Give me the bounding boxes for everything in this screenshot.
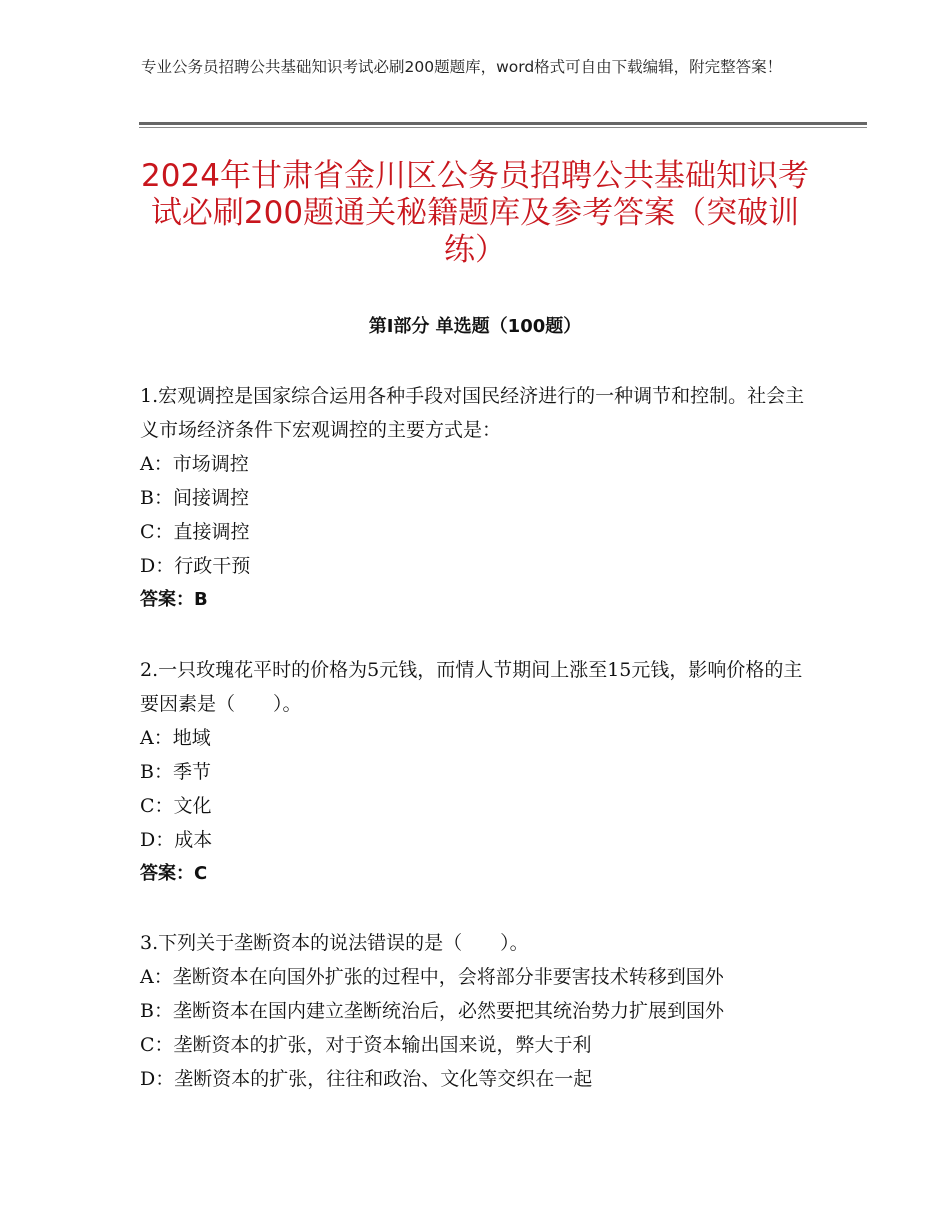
question-stem: 3.下列关于垄断资本的说法错误的是（ ）。 — [140, 932, 529, 954]
question-stem: 2.一只玫瑰花平时的价格为5元钱，而情人节期间上涨至15元钱，影响价格的主要因素是（ ）。 — [140, 659, 803, 715]
question-3 — [140, 926, 810, 1096]
section-heading: 第Ⅰ部分 单选题（100题） — [368, 316, 582, 337]
document-title: 2024年甘肃省金川区公务员招聘公共基础知识考试必刷200题通关秘籍题库及参考答案（突破训练） — [141, 158, 809, 268]
option-c: C：文化 — [140, 795, 212, 817]
option-a: A：市场调控 — [140, 453, 249, 475]
option-b: B：季节 — [140, 761, 211, 783]
answer: 答案：B — [140, 589, 208, 610]
question-1 — [140, 379, 810, 617]
option-d: D：成本 — [140, 829, 213, 851]
option-a: A：地域 — [140, 727, 211, 749]
header-note: 专业公务员招聘公共基础知识考试必刷200题题库，word格式可自由下载编辑，附完整答案！ — [141, 58, 783, 76]
header-divider-thin — [139, 127, 867, 128]
option-b: B：垄断资本在国内建立垄断统治后，必然要把其统治势力扩展到国外 — [140, 1000, 724, 1022]
option-d: D：行政干预 — [140, 555, 251, 577]
option-c: C：垄断资本的扩张，对于资本输出国来说，弊大于利 — [140, 1034, 592, 1056]
option-c: C：直接调控 — [140, 521, 250, 543]
answer: 答案：C — [140, 863, 208, 884]
option-b: B：间接调控 — [140, 487, 249, 509]
question-stem: 1.宏观调控是国家综合运用各种手段对国民经济进行的一种调节和控制。社会主义市场经济条件下宏观调控的主要方式是： — [140, 385, 805, 441]
header-divider — [139, 122, 867, 125]
question-2 — [140, 653, 810, 891]
option-d: D：垄断资本的扩张，往往和政治、文化等交织在一起 — [140, 1068, 593, 1090]
option-a: A：垄断资本在向国外扩张的过程中，会将部分非要害技术转移到国外 — [140, 966, 724, 988]
